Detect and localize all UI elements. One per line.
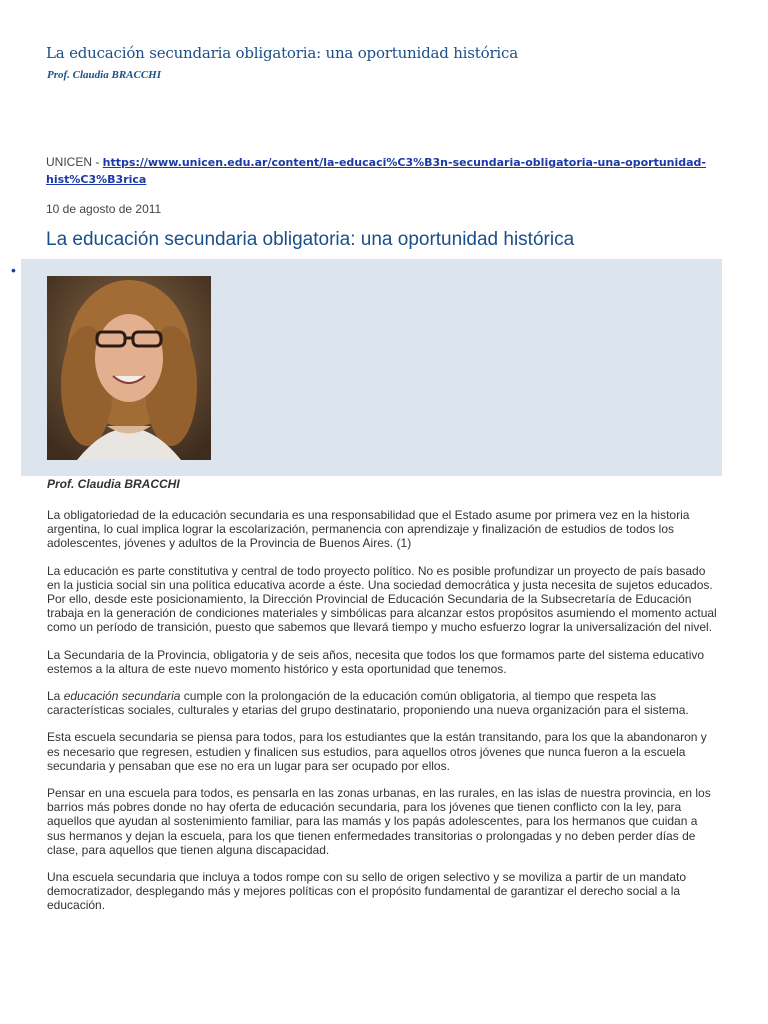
source-line: [46, 154, 706, 188]
paragraph: [47, 689, 717, 717]
paragraph: Una escuela secundaria que incluya a todos rompe con su sello de origen selectivo y se moviliza a partir de un mandato democratizador, desplegando más y mejores políticas con el propósito fundamental de garantizar el derecho social a la educación.: [47, 870, 687, 913]
paragraph: La obligatoriedad de la educación secundaria es una responsabilidad que el Estado asume por primera vez en la historia argentina, lo cual implica lograr la escolarización, permanencia con aprendizaje y finalización de estudios de todos los adolescentes, jóvenes y adultos de la Provincia de Buenos Aires. (1): [47, 508, 690, 551]
paragraph-rest: cumple con la prolongación de la educación común obligatoria, al tiempo que respeta las características sociales, culturales y etarias del grupo destinatario, proponiendo una nueva organización para el sistema.: [47, 689, 689, 718]
list-bullet: •: [11, 262, 16, 278]
paragraph: Pensar en una escuela para todos, es pensarla en las zonas urbanas, en las rurales, en las islas de nuestra provincia, en los barrios más pobres donde no hay oferta de educación secundaria, para los jóvenes que tienen conflicto con la ley, para aquellos que ayudan al sostenimiento familiar, para las mamás y los papás adolescentes, para los hermanos que cuidan a sus hermanos y dejan la escuela, para los que tienen enfermedades transitorias o prolongadas y no deben perder días de clase, para aquellos que tienen alguna discapacidad.: [47, 786, 711, 857]
emphasis: educación secundaria: [63, 689, 181, 704]
paragraph: La Secundaria de la Provincia, obligatoria y de seis años, necesita que todos los que formamos parte del sistema educativo estemos a la altura de este nuevo momento histórico y esta oportunidad que tenemos.: [47, 647, 705, 676]
article-body: [47, 508, 717, 926]
paragraph-start: La: [47, 689, 64, 704]
paragraph: Esta escuela secundaria se piensa para todos, para los estudiantes que la están transitando, para los que la abandonaron y es necesario que regresen, estudien y finalicen sus estudios, para aquellos otros jóvenes que nunca fueron a la escuela secundaria y pensaban que ese no era un lugar para ser ocupado por ellos.: [47, 730, 707, 773]
document-author: Prof. Claudia BRACCHI: [47, 69, 162, 81]
source-link[interactable]: https://www.unicen.edu.ar/content/la-educaci%C3%B3n-secundaria-obligatoria-una-oportunidad-hist%C3%B3rica: [46, 156, 706, 186]
article-title: La educación secundaria obligatoria: una oportunidad histórica: [46, 229, 575, 250]
author-photo: [47, 276, 211, 460]
document-title: La educación secundaria obligatoria: una oportunidad histórica: [46, 44, 518, 62]
paragraph: La educación es parte constitutiva y central de todo proyecto político. No es posible profundizar un proyecto de país basado en la justicia social sin una política educativa acorde a éste. Una sociedad democrática y justa necesita de sujetos educados. Por ello, desde este posicionamiento, la Dirección Provincial de Educación Secundaria de la Subsecretaría de Educación trabaja en la generación de condiciones materiales y simbólicas para alcanzar estos propósitos asumiendo el momento actual como un período de transición, puesto que sabemos que llevará tiempo y mucho esfuerzo lograr la universalización del nivel.: [47, 563, 717, 635]
source-prefix: UNICEN -: [46, 155, 103, 169]
photo-caption: Prof. Claudia BRACCHI: [47, 477, 180, 491]
publication-date: 10 de agosto de 2011: [46, 202, 162, 216]
